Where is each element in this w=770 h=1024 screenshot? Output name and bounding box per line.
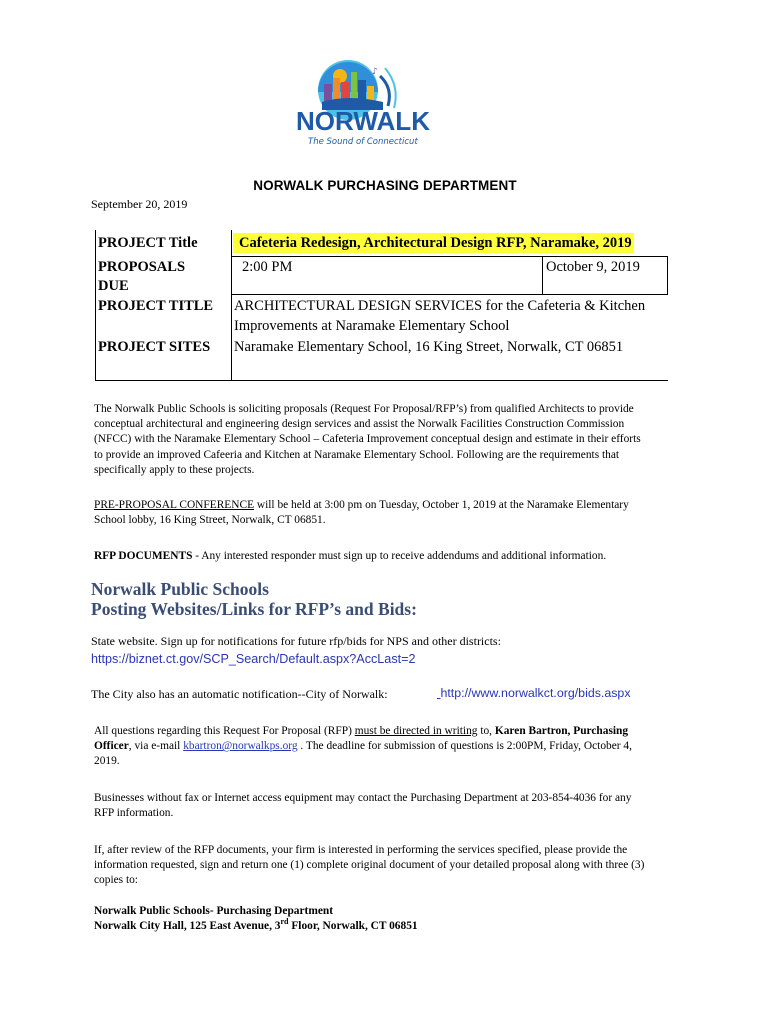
questions-text: to, <box>477 725 495 737</box>
contact-email-link[interactable]: kbartron@norwalkps.org <box>183 740 298 753</box>
proposals-label: PROPOSALS <box>98 259 186 275</box>
preproposal-label: PRE-PROPOSAL CONFERENCE <box>94 499 255 511</box>
questions-paragraph <box>94 724 719 770</box>
address-street: Norwalk City Hall, 125 East Avenue, 3 <box>94 920 281 933</box>
norwalk-logo <box>288 58 438 154</box>
intro-paragraph <box>94 402 714 478</box>
table-border-right <box>667 256 668 294</box>
project-sites-value: Naramake Elementary School, 16 King Street, Norwalk, CT 06851 <box>234 339 624 355</box>
contact-title: Officer <box>94 740 129 753</box>
intro-line: specifically apply to these projects. <box>94 463 255 476</box>
intro-line: conceptual architectural and engineering design services and assist the Norwalk Facilities Construction Commission <box>94 418 625 431</box>
questions-text: All questions regarding this Request For Proposal (RFP) <box>94 725 355 737</box>
project-title-line2: Improvements at Naramake Elementary School <box>234 318 510 334</box>
table-bottom-line <box>95 380 232 381</box>
due-time: 2:00 PM <box>242 259 293 275</box>
questions-deadline-year: 2019. <box>94 755 120 768</box>
businesses-line: RFP information. <box>94 807 174 820</box>
table-date-divider <box>542 256 543 294</box>
intro-line: (NFCC) with the Naramake Elementary School – Cafeteria Improvement conceptual design and estimate in their efforts <box>94 433 641 446</box>
questions-text: , via e-mail <box>128 740 184 753</box>
city-website-link-text[interactable]: http://www.norwalkct.org/bids.aspx <box>440 686 631 700</box>
preproposal-text: School lobby, 16 King Street, Norwalk, CT 06851. <box>94 514 326 527</box>
rfp-documents-label: RFP DOCUMENTS <box>94 550 193 562</box>
return-line: If, after review of the RFP documents, your firm is interested in performing the services specified, please provide the <box>94 844 628 856</box>
project-table <box>95 230 668 381</box>
rfp-documents-text: - Any interested responder must sign up to receive addendums and additional information. <box>192 550 607 562</box>
preproposal-paragraph <box>94 498 714 528</box>
posting-heading-2: Posting Websites/Links for RFP’s and Bids: <box>91 599 417 619</box>
intro-line: The Norwalk Public Schools is soliciting proposals (Request For Proposal/RFP’s) from qualified Architects to provide <box>94 403 634 415</box>
department-title: NORWALK PURCHASING DEPARTMENT <box>253 178 517 193</box>
logo-graphic <box>288 58 438 154</box>
logo-tagline: The Sound of Connecticut <box>308 137 418 147</box>
rfp-documents-paragraph <box>94 549 714 564</box>
table-border-left <box>95 230 96 381</box>
project-title-value: Cafeteria Redesign, Architectural Design RFP, Naramake, 2019 <box>233 233 634 253</box>
svg-text:♪: ♪ <box>372 67 378 77</box>
project-sites-label: PROJECT SITES <box>98 339 211 355</box>
posting-heading-1: Norwalk Public Schools <box>91 579 269 599</box>
intro-line: to provide an improved Cafeeria and Kitchen at Naramake Elementary School. Following are the requirements that <box>94 448 620 461</box>
document-date: September 20, 2019 <box>91 197 188 211</box>
questions-deadline: . The deadline for submission of questions is 2:00PM, Friday, October 4, <box>297 740 632 753</box>
mailing-address <box>94 904 714 934</box>
businesses-line: Businesses without fax or Internet access equipment may contact the Purchasing Department at 203-854-4036 for any <box>94 792 632 804</box>
state-website-link[interactable]: https://biznet.ct.gov/SCP_Search/Default.aspx?AccLast=2 <box>91 652 416 666</box>
project-title-label: PROJECT Title <box>98 235 198 251</box>
table-column-divider <box>231 230 232 381</box>
city-website-link[interactable] <box>437 686 631 700</box>
table-bottom-line <box>231 380 668 381</box>
project-title-line1: ARCHITECTURAL DESIGN SERVICES for the Cafeteria & Kitchen <box>234 298 646 314</box>
city-notification-text: The City also has an automatic notification--City of Norwalk: <box>91 687 388 701</box>
project-title-upper-label: PROJECT TITLE <box>98 298 214 314</box>
address-line1: Norwalk Public Schools- Purchasing Department <box>94 905 333 917</box>
table-row-line <box>231 294 668 295</box>
due-date: October 9, 2019 <box>546 259 640 275</box>
return-paragraph <box>94 843 719 889</box>
questions-emphasis: must be directed in writing <box>354 725 478 737</box>
address-line2 <box>94 919 714 934</box>
address-city: Floor, Norwalk, CT 06851 <box>288 920 418 933</box>
return-line: information requested, sign and return one (1) complete original document of your detailed proposal along with three (3) <box>94 859 645 872</box>
proposals-due-label: DUE <box>98 278 129 294</box>
address-ordinal: rd <box>280 917 289 927</box>
contact-name: Karen Bartron, Purchasing <box>494 725 629 737</box>
preproposal-text: will be held at 3:00 pm on Tuesday, October 1, 2019 at the Naramake Elementary <box>254 499 629 511</box>
return-line: copies to: <box>94 874 138 887</box>
logo-wordmark: NORWALK <box>296 106 431 136</box>
businesses-paragraph <box>94 791 714 821</box>
state-website-text: State website. Sign up for notifications for future rfp/bids for NPS and other districts: <box>91 634 501 648</box>
